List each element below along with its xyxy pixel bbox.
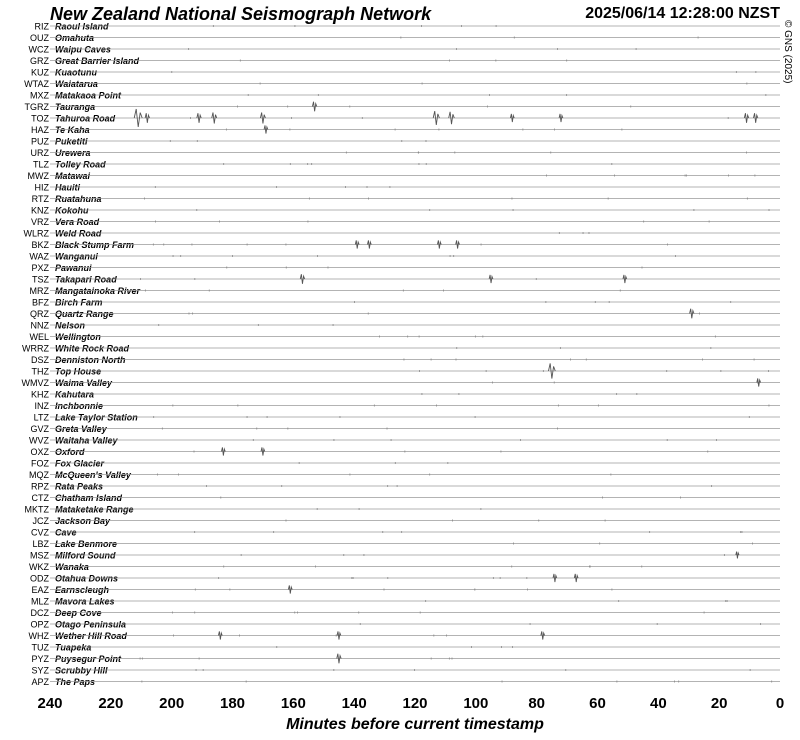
station-row-mrz	[30, 286, 781, 296]
station-row-riz	[35, 22, 781, 32]
station-name: Wellington	[55, 332, 101, 342]
station-row-mqz	[29, 470, 780, 480]
station-code: MLZ	[31, 596, 49, 607]
station-code: CTZ	[31, 493, 49, 503]
station-code: WVZ	[29, 435, 49, 446]
station-name: Oxford	[55, 447, 85, 457]
station-row-thz	[32, 367, 781, 377]
station-code: ODZ	[30, 573, 49, 584]
station-row-mlz	[31, 597, 780, 607]
station-name: Jackson Bay	[55, 516, 111, 526]
station-name: Kahutara	[55, 389, 95, 400]
station-row-mktz	[25, 505, 781, 515]
station-code: DSZ	[31, 355, 49, 365]
x-tick-label: 80	[528, 695, 546, 712]
station-name: Weld Road	[55, 228, 102, 239]
station-name: Tahuroa Road	[55, 113, 116, 124]
station-name: Waima Valley	[55, 378, 113, 388]
station-name: Lake Benmore	[55, 539, 118, 549]
x-tick-label: 20	[710, 695, 728, 712]
station-name: Kokohu	[55, 205, 89, 216]
station-name: White Rock Road	[55, 343, 130, 354]
station-row-lbz	[32, 539, 780, 549]
station-code: WHZ	[28, 631, 49, 641]
station-code: CVZ	[31, 527, 49, 538]
copyright-text: © GNS (2025)	[782, 20, 793, 84]
station-row-toz	[31, 114, 780, 124]
x-tick-label: 120	[402, 695, 428, 712]
station-row-syz	[31, 666, 780, 676]
station-code: FOZ	[31, 458, 49, 469]
station-code: TOZ	[31, 113, 49, 124]
station-row-hiz	[35, 183, 781, 193]
station-row-knz	[31, 206, 780, 216]
station-row-rpz	[31, 482, 780, 492]
station-row-ctz	[32, 493, 781, 503]
station-name: Greta Valley	[55, 424, 107, 434]
station-name: Te Kaha	[55, 125, 90, 135]
x-tick-label: 180	[219, 695, 246, 712]
station-row-foz	[31, 459, 780, 469]
station-row-bfz	[32, 298, 780, 308]
station-code: GRZ	[30, 56, 49, 66]
station-code: RPZ	[31, 481, 49, 492]
station-row-ltz	[34, 413, 780, 423]
x-tick-label: 200	[159, 695, 185, 712]
station-code: RIZ	[34, 21, 49, 32]
station-row-mxz	[30, 91, 780, 101]
station-code: WRRZ	[22, 343, 49, 354]
station-row-qrz	[30, 309, 780, 319]
station-code: VRZ	[31, 217, 49, 227]
station-code: WEL	[29, 332, 49, 342]
station-code: WLRZ	[23, 228, 49, 239]
station-name: Earnscleugh	[55, 585, 110, 595]
station-name: McQueen's Valley	[55, 470, 131, 480]
station-row-waz	[29, 252, 780, 262]
station-name: Chatham Island	[55, 493, 123, 503]
station-name: Lake Taylor Station	[55, 412, 138, 423]
station-code: OXZ	[30, 447, 49, 457]
station-name: Otahua Downs	[55, 573, 119, 584]
station-code: PUZ	[31, 136, 49, 147]
station-name: Hauiti	[55, 182, 81, 193]
station-name: Tuapeka	[55, 642, 92, 653]
seismic-events	[134, 25, 771, 683]
station-code: WTAZ	[24, 79, 49, 89]
station-code: PXZ	[31, 263, 49, 273]
station-code: BKZ	[31, 240, 49, 250]
station-row-haz	[31, 125, 780, 135]
station-row-dsz	[31, 355, 780, 365]
station-row-cvz	[31, 528, 780, 538]
station-name: Wanganui	[55, 251, 98, 262]
station-code: HIZ	[34, 182, 49, 193]
station-name: Wether Hill Road	[55, 631, 127, 641]
station-code: HAZ	[31, 125, 49, 135]
station-code: THZ	[31, 366, 49, 377]
station-row-nnz	[31, 321, 781, 331]
station-row-msz	[30, 551, 780, 561]
station-name: Denniston North	[55, 355, 126, 365]
station-row-wmvz	[22, 378, 781, 388]
station-row-puz	[31, 137, 780, 147]
station-code: OUZ	[30, 33, 49, 43]
station-name: Pawanui	[55, 263, 92, 273]
station-code: WAZ	[29, 251, 49, 262]
station-name: Vera Road	[55, 217, 100, 227]
station-code: MRZ	[29, 286, 49, 296]
chart-title: New Zealand National Seismograph Network	[50, 4, 432, 24]
station-code: TSZ	[32, 274, 49, 285]
station-code: KNZ	[31, 205, 49, 216]
station-code: MXZ	[30, 90, 49, 101]
station-name: Waipu Caves	[55, 44, 111, 55]
station-row-wrrz	[22, 344, 780, 354]
station-code: URZ	[30, 148, 49, 158]
station-name: Ruatahuna	[55, 194, 102, 204]
station-name: Mangatainoka River	[55, 286, 141, 296]
station-name: Rata Peaks	[55, 481, 104, 492]
station-row-khz	[31, 390, 780, 400]
station-row-urz	[31, 148, 781, 158]
station-code: KUZ	[31, 67, 49, 78]
station-name: Puketiti	[55, 136, 88, 147]
station-rows	[22, 22, 781, 688]
station-name: Cave	[55, 527, 77, 538]
station-name: Mataketake Range	[55, 504, 134, 515]
station-row-inz	[35, 401, 781, 411]
station-code: LTZ	[33, 412, 49, 423]
station-code: TGRZ	[24, 102, 49, 112]
station-code: OPZ	[30, 619, 49, 630]
station-row-pxz	[31, 263, 780, 273]
station-code: LBZ	[32, 539, 49, 549]
station-code: MWZ	[27, 171, 49, 181]
station-name: Kuaotunu	[55, 67, 97, 78]
station-name: Waiatarua	[55, 79, 98, 89]
chart-timestamp: 2025/06/14 12:28:00 NZST	[585, 5, 780, 22]
station-row-jcz	[33, 516, 781, 526]
station-code: KHZ	[31, 389, 49, 400]
station-row-odz	[30, 574, 780, 584]
station-code: JCZ	[32, 516, 49, 526]
station-name: Omahuta	[55, 33, 95, 43]
station-row-pyz	[31, 654, 780, 664]
station-row-dcz	[31, 608, 781, 618]
station-row-tsz	[32, 275, 780, 285]
station-name: Nelson	[55, 320, 86, 331]
station-code: EAZ	[31, 585, 49, 595]
station-row-tlz	[33, 160, 780, 170]
x-tick-label: 40	[649, 695, 667, 712]
x-tick-label: 0	[775, 695, 785, 712]
station-code: DCZ	[30, 608, 49, 618]
station-name: Mavora Lakes	[55, 596, 115, 607]
x-tick-label: 100	[463, 695, 489, 712]
station-name: Inchbonnie	[55, 401, 103, 411]
x-tick-label: 220	[98, 695, 124, 712]
station-name: Otago Peninsula	[55, 619, 127, 630]
station-row-opz	[30, 620, 780, 630]
station-row-mwz	[28, 171, 781, 181]
station-name: Tauranga	[55, 102, 96, 112]
station-row-tuz	[32, 643, 781, 653]
station-code: SYZ	[31, 665, 49, 676]
station-row-eaz	[31, 585, 780, 595]
station-name: Milford Sound	[55, 550, 116, 561]
station-name: Puysegur Point	[55, 654, 122, 664]
station-name: Urewera	[55, 148, 91, 158]
station-code: MKTZ	[24, 504, 49, 515]
station-name: Raoul Island	[55, 21, 109, 32]
x-axis-ticks	[37, 695, 784, 712]
x-axis-label: Minutes before current timestamp	[286, 716, 544, 733]
station-row-wel	[29, 332, 780, 342]
station-code: MQZ	[29, 470, 49, 480]
station-code: WCZ	[28, 44, 49, 55]
station-name: Quartz Range	[55, 309, 114, 319]
station-row-wtaz	[24, 79, 780, 89]
station-row-wcz	[29, 45, 781, 55]
station-code: QRZ	[30, 309, 49, 319]
station-row-wkz	[29, 562, 780, 572]
station-code: TUZ	[31, 642, 49, 653]
station-row-apz	[31, 677, 780, 687]
station-name: Top House	[55, 366, 102, 377]
station-name: Scrubby Hill	[55, 665, 108, 676]
station-code: INZ	[34, 401, 49, 411]
station-code: GVZ	[30, 424, 49, 434]
station-name: Deep Cove	[55, 608, 102, 618]
station-code: RTZ	[31, 194, 49, 204]
station-code: WKZ	[29, 562, 49, 572]
x-tick-label: 160	[280, 695, 306, 712]
station-code: TLZ	[32, 159, 49, 170]
station-name: Great Barrier Island	[55, 56, 140, 66]
station-name: The Paps	[55, 677, 96, 687]
station-name: Birch Farm	[55, 297, 103, 308]
x-tick-label: 240	[37, 695, 63, 712]
station-code: WMVZ	[21, 378, 49, 388]
station-name: Wanaka	[55, 562, 89, 572]
station-name: Matakaoa Point	[55, 90, 122, 101]
station-row-tgrz	[25, 102, 781, 112]
station-row-wlrz	[24, 229, 781, 239]
station-row-ouz	[30, 33, 780, 43]
station-code: PYZ	[31, 654, 49, 664]
station-name: Tolley Road	[55, 159, 106, 170]
station-name: Takapari Road	[55, 274, 117, 285]
station-row-gvz	[30, 424, 780, 434]
station-name: Matawai	[55, 171, 91, 181]
station-name: Black Stump Farm	[55, 240, 135, 250]
x-tick-label: 140	[341, 695, 367, 712]
station-name: Fox Glacier	[55, 458, 105, 469]
station-code: BFZ	[32, 297, 49, 308]
station-code: NNZ	[30, 320, 49, 331]
x-tick-label: 60	[589, 695, 606, 712]
station-row-grz	[30, 56, 780, 66]
station-name: Waitaha Valley	[55, 435, 118, 446]
station-row-vrz	[31, 217, 780, 227]
station-code: MSZ	[30, 550, 49, 561]
station-row-rtz	[32, 194, 780, 204]
station-row-kuz	[31, 68, 780, 78]
station-code: APZ	[31, 677, 49, 687]
station-row-whz	[29, 631, 781, 641]
